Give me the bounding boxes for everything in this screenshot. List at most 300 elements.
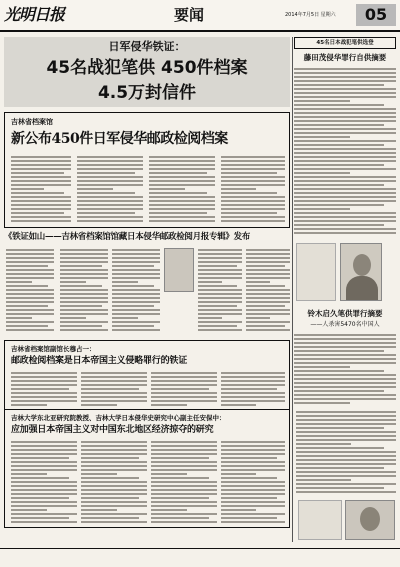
text-line bbox=[11, 517, 69, 519]
text-line bbox=[221, 501, 285, 503]
text-line bbox=[151, 376, 217, 378]
text-line bbox=[294, 156, 396, 158]
text-line bbox=[294, 148, 396, 150]
text-line bbox=[296, 491, 396, 493]
text-line bbox=[294, 84, 384, 86]
text-line bbox=[149, 168, 215, 170]
text-line bbox=[294, 176, 396, 178]
article-professor bbox=[4, 410, 290, 528]
article-body-col-2 bbox=[81, 440, 147, 524]
text-line bbox=[11, 497, 69, 499]
text-line bbox=[294, 140, 396, 142]
text-line bbox=[151, 465, 217, 467]
article-deputy-director bbox=[4, 340, 290, 410]
text-line bbox=[294, 88, 396, 90]
text-line bbox=[149, 164, 215, 166]
text-line bbox=[81, 521, 147, 523]
text-line bbox=[151, 509, 187, 511]
text-line bbox=[296, 419, 396, 421]
text-line bbox=[221, 449, 285, 451]
text-line bbox=[221, 441, 285, 443]
text-line bbox=[60, 277, 108, 279]
text-line bbox=[221, 184, 285, 186]
text-line bbox=[221, 204, 285, 206]
text-line bbox=[81, 509, 117, 511]
text-line bbox=[221, 212, 277, 214]
text-line bbox=[11, 216, 71, 218]
text-line bbox=[294, 402, 350, 404]
text-line bbox=[221, 481, 285, 483]
text-line bbox=[198, 293, 242, 295]
text-line bbox=[11, 388, 69, 390]
text-line bbox=[6, 285, 48, 287]
text-line bbox=[77, 196, 143, 198]
text-line bbox=[112, 253, 160, 255]
text-line bbox=[221, 208, 285, 210]
text-line bbox=[294, 136, 350, 138]
text-line bbox=[6, 273, 54, 275]
text-line bbox=[81, 501, 147, 503]
text-line bbox=[151, 477, 209, 479]
text-line bbox=[11, 505, 77, 507]
article-kicker: 吉林省档案馆副馆长穆占一： bbox=[11, 345, 96, 353]
text-line bbox=[294, 374, 396, 376]
text-line bbox=[81, 372, 147, 374]
text-line bbox=[198, 313, 242, 315]
text-line bbox=[246, 329, 290, 331]
text-line bbox=[151, 380, 217, 382]
text-line bbox=[81, 469, 147, 471]
text-line bbox=[296, 439, 396, 441]
text-line bbox=[294, 386, 396, 388]
article-headline: 新公布450件日军侵华邮政检阅档案 bbox=[11, 131, 228, 147]
text-line bbox=[81, 449, 147, 451]
text-line bbox=[221, 384, 285, 386]
text-line bbox=[6, 281, 32, 283]
text-line bbox=[11, 489, 77, 491]
text-line bbox=[294, 128, 396, 130]
text-line bbox=[149, 208, 215, 210]
text-line bbox=[198, 329, 242, 331]
text-line bbox=[149, 172, 207, 174]
text-line bbox=[221, 457, 277, 459]
text-line bbox=[81, 513, 147, 515]
text-line bbox=[77, 212, 135, 214]
text-line bbox=[60, 301, 108, 303]
confessions-sidebar bbox=[294, 37, 396, 407]
text-line bbox=[6, 313, 54, 315]
portrait-body bbox=[346, 276, 378, 300]
text-line bbox=[221, 380, 285, 382]
text-line bbox=[294, 358, 396, 360]
text-line bbox=[6, 253, 54, 255]
text-line bbox=[11, 180, 71, 182]
text-line bbox=[77, 172, 135, 174]
text-line bbox=[11, 184, 71, 186]
text-line bbox=[11, 208, 71, 210]
text-line bbox=[6, 301, 54, 303]
text-line bbox=[112, 309, 160, 311]
text-line bbox=[221, 445, 285, 447]
text-line bbox=[81, 380, 147, 382]
article-body-col-4 bbox=[221, 440, 285, 524]
portrait-photo bbox=[345, 500, 395, 540]
text-line bbox=[112, 265, 154, 267]
text-line bbox=[296, 463, 396, 465]
text-line bbox=[112, 269, 160, 271]
text-line bbox=[81, 505, 147, 507]
text-line bbox=[221, 485, 285, 487]
text-line bbox=[112, 297, 160, 299]
document-image bbox=[298, 500, 342, 540]
text-line bbox=[81, 497, 139, 499]
sidebar-title: 藤田茂侵华罪行自供摘要 bbox=[303, 53, 387, 62]
text-line bbox=[149, 184, 215, 186]
text-line bbox=[6, 321, 54, 323]
text-line bbox=[11, 513, 77, 515]
banner-headline-line2: 4.5万封信件 bbox=[97, 83, 197, 103]
issue-date: 2014年7月5日 星期六 bbox=[285, 12, 336, 18]
text-line bbox=[11, 372, 77, 374]
text-line bbox=[294, 104, 384, 106]
text-line bbox=[198, 277, 242, 279]
text-line bbox=[77, 168, 143, 170]
text-line bbox=[294, 120, 396, 122]
text-line bbox=[81, 400, 147, 402]
text-line bbox=[294, 398, 396, 400]
text-line bbox=[11, 200, 71, 202]
text-line bbox=[294, 216, 396, 218]
text-line bbox=[294, 212, 396, 214]
text-line bbox=[246, 325, 285, 327]
text-line bbox=[294, 144, 384, 146]
text-line bbox=[11, 465, 77, 467]
text-line bbox=[246, 321, 290, 323]
text-line bbox=[77, 184, 143, 186]
text-line bbox=[11, 457, 69, 459]
text-line bbox=[60, 265, 102, 267]
text-line bbox=[11, 481, 77, 483]
article-kicker: 吉林大学东北亚研究院教授、吉林大学日本侵华史研究中心副主任安保中： bbox=[11, 414, 226, 422]
text-line bbox=[6, 329, 54, 331]
text-line bbox=[294, 200, 396, 202]
text-line bbox=[221, 396, 285, 398]
text-line bbox=[149, 192, 207, 194]
release-body-col-4 bbox=[198, 248, 242, 334]
release-photo bbox=[164, 248, 194, 292]
text-line bbox=[11, 384, 77, 386]
text-line bbox=[151, 485, 217, 487]
text-line bbox=[151, 505, 217, 507]
text-line bbox=[149, 176, 215, 178]
text-line bbox=[60, 249, 108, 251]
text-line bbox=[294, 346, 396, 348]
text-line bbox=[77, 180, 143, 182]
text-line bbox=[11, 449, 77, 451]
text-line bbox=[246, 305, 285, 307]
text-line bbox=[112, 301, 160, 303]
document-image bbox=[296, 243, 336, 301]
text-line bbox=[221, 168, 285, 170]
text-line bbox=[11, 380, 77, 382]
text-line bbox=[246, 289, 290, 291]
text-line bbox=[11, 192, 64, 194]
text-line bbox=[60, 325, 102, 327]
text-line bbox=[221, 461, 285, 463]
text-line bbox=[11, 396, 77, 398]
text-line bbox=[294, 180, 396, 182]
text-line bbox=[221, 505, 285, 507]
text-line bbox=[11, 204, 71, 206]
text-line bbox=[246, 317, 270, 319]
text-line bbox=[6, 289, 54, 291]
text-line bbox=[221, 473, 256, 475]
text-line bbox=[221, 477, 277, 479]
article-postal-archives bbox=[4, 112, 290, 228]
text-line bbox=[6, 305, 48, 307]
text-line bbox=[151, 517, 209, 519]
article-body-col-4 bbox=[221, 371, 285, 407]
text-line bbox=[151, 392, 217, 394]
text-line bbox=[60, 297, 108, 299]
text-line bbox=[11, 196, 71, 198]
text-line bbox=[294, 164, 384, 166]
text-line bbox=[246, 301, 290, 303]
text-line bbox=[6, 293, 54, 295]
text-line bbox=[294, 92, 396, 94]
text-line bbox=[294, 192, 396, 194]
text-line bbox=[112, 289, 160, 291]
text-line bbox=[81, 404, 117, 406]
text-line bbox=[221, 200, 285, 202]
text-line bbox=[77, 156, 143, 158]
text-line bbox=[294, 362, 396, 364]
release-body-col-3 bbox=[112, 248, 160, 334]
text-line bbox=[11, 164, 71, 166]
text-line bbox=[151, 461, 217, 463]
text-line bbox=[151, 372, 217, 374]
release-headline: 《铁证如山——吉林省档案馆馆藏日本侵华邮政检阅月报专辑》发布 bbox=[4, 232, 251, 242]
text-line bbox=[246, 293, 290, 295]
text-line bbox=[221, 172, 277, 174]
article-body-col-2 bbox=[81, 371, 147, 407]
text-line bbox=[294, 96, 396, 98]
text-line bbox=[60, 281, 86, 283]
text-line bbox=[246, 253, 290, 255]
text-line bbox=[221, 489, 285, 491]
text-line bbox=[60, 305, 102, 307]
article-body-col-3 bbox=[149, 155, 215, 223]
text-line bbox=[77, 208, 143, 210]
page-footer bbox=[0, 548, 400, 567]
portrait-face bbox=[360, 507, 380, 531]
text-line bbox=[246, 281, 270, 283]
text-line bbox=[294, 334, 396, 336]
text-line bbox=[11, 160, 71, 162]
text-line bbox=[294, 124, 384, 126]
text-line bbox=[198, 297, 242, 299]
text-line bbox=[81, 384, 147, 386]
text-line bbox=[77, 220, 143, 222]
article-headline: 邮政检阅档案是日本帝国主义侵略罪行的铁证 bbox=[11, 356, 188, 366]
newspaper-logo: 光明日报 bbox=[4, 5, 65, 24]
text-line bbox=[81, 392, 147, 394]
text-line bbox=[221, 453, 285, 455]
text-line bbox=[221, 164, 285, 166]
article-body-col-1 bbox=[11, 440, 77, 524]
article-body-col-1 bbox=[11, 371, 77, 407]
text-line bbox=[221, 220, 285, 222]
text-line bbox=[294, 160, 396, 162]
text-line bbox=[296, 487, 384, 489]
text-line bbox=[198, 261, 242, 263]
text-line bbox=[60, 329, 108, 331]
text-line bbox=[221, 196, 285, 198]
text-line bbox=[246, 309, 290, 311]
text-line bbox=[151, 497, 209, 499]
text-line bbox=[11, 469, 77, 471]
text-line bbox=[151, 513, 217, 515]
text-line bbox=[221, 493, 285, 495]
sidebar-subhead: 铃木启久笔供罪行摘要 bbox=[307, 309, 383, 318]
banner-kicker: 日军侵华铁证： bbox=[108, 40, 186, 53]
article-body-col-3 bbox=[151, 440, 217, 524]
text-line bbox=[221, 216, 285, 218]
text-line bbox=[198, 325, 237, 327]
text-line bbox=[296, 451, 396, 453]
article-body-col-2 bbox=[77, 155, 143, 223]
text-line bbox=[6, 297, 54, 299]
text-line bbox=[60, 285, 102, 287]
text-line bbox=[81, 461, 147, 463]
text-line bbox=[6, 265, 48, 267]
text-line bbox=[151, 441, 217, 443]
text-line bbox=[112, 321, 160, 323]
text-line bbox=[81, 457, 139, 459]
text-line bbox=[221, 192, 277, 194]
text-line bbox=[294, 116, 396, 118]
text-line bbox=[246, 269, 290, 271]
text-line bbox=[294, 80, 396, 82]
text-line bbox=[151, 396, 217, 398]
text-line bbox=[151, 493, 217, 495]
sidebar-label: 45名日本战犯笔供选登 bbox=[294, 37, 396, 49]
text-line bbox=[6, 261, 54, 263]
text-line bbox=[294, 204, 384, 206]
sidebar-subhead-detail: ——人杀害5470名中国人 bbox=[310, 321, 380, 328]
text-line bbox=[60, 309, 108, 311]
text-line bbox=[112, 325, 154, 327]
text-line bbox=[81, 453, 147, 455]
article-body-col-1 bbox=[11, 155, 71, 223]
text-line bbox=[294, 224, 384, 226]
text-line bbox=[81, 445, 147, 447]
text-line bbox=[294, 228, 396, 230]
text-line bbox=[294, 220, 396, 222]
text-line bbox=[296, 455, 396, 457]
text-line bbox=[6, 277, 54, 279]
text-line bbox=[221, 465, 285, 467]
text-line bbox=[149, 180, 215, 182]
text-line bbox=[294, 366, 350, 368]
text-line bbox=[149, 204, 215, 206]
text-line bbox=[198, 273, 242, 275]
portrait-photo bbox=[340, 243, 382, 301]
text-line bbox=[198, 289, 242, 291]
text-line bbox=[151, 469, 217, 471]
text-line bbox=[60, 253, 108, 255]
text-line bbox=[6, 257, 54, 259]
text-line bbox=[6, 309, 54, 311]
text-line bbox=[198, 317, 222, 319]
section-title: 要闻 bbox=[174, 6, 205, 24]
release-body-col-1 bbox=[6, 248, 54, 334]
text-line bbox=[81, 396, 147, 398]
text-line bbox=[246, 261, 290, 263]
text-line bbox=[221, 469, 285, 471]
text-line bbox=[11, 473, 47, 475]
text-line bbox=[11, 404, 47, 406]
text-line bbox=[151, 400, 217, 402]
text-line bbox=[149, 160, 215, 162]
text-line bbox=[221, 180, 285, 182]
text-line bbox=[296, 435, 396, 437]
text-line bbox=[294, 232, 396, 234]
text-line bbox=[77, 188, 113, 190]
text-line bbox=[112, 285, 154, 287]
text-line bbox=[221, 404, 256, 406]
text-line bbox=[81, 465, 147, 467]
text-line bbox=[294, 184, 384, 186]
text-line bbox=[296, 459, 396, 461]
text-line bbox=[60, 257, 108, 259]
portrait-face bbox=[353, 254, 371, 276]
text-line bbox=[221, 376, 285, 378]
text-line bbox=[294, 390, 384, 392]
text-line bbox=[294, 112, 396, 114]
text-line bbox=[11, 441, 77, 443]
text-line bbox=[11, 376, 77, 378]
text-line bbox=[221, 517, 277, 519]
text-line bbox=[246, 249, 290, 251]
text-line bbox=[296, 475, 396, 477]
text-line bbox=[198, 265, 237, 267]
article-headline: 应加强日本帝国主义对中国东北地区经济掠夺的研究 bbox=[11, 425, 214, 435]
text-line bbox=[149, 212, 207, 214]
text-line bbox=[296, 483, 396, 485]
text-line bbox=[294, 378, 396, 380]
text-line bbox=[294, 68, 396, 70]
release-body-col-5 bbox=[246, 248, 290, 334]
text-line bbox=[112, 277, 160, 279]
text-line bbox=[198, 309, 242, 311]
text-line bbox=[77, 160, 143, 162]
text-line bbox=[294, 100, 350, 102]
text-line bbox=[11, 176, 71, 178]
text-line bbox=[198, 281, 222, 283]
text-line bbox=[221, 513, 285, 515]
text-line bbox=[294, 394, 396, 396]
text-line bbox=[294, 382, 396, 384]
text-line bbox=[77, 200, 143, 202]
article-body-col-4 bbox=[221, 155, 285, 223]
text-line bbox=[81, 477, 139, 479]
text-line bbox=[151, 388, 209, 390]
text-line bbox=[112, 261, 160, 263]
text-line bbox=[221, 521, 285, 523]
page-number: 05 bbox=[356, 4, 396, 26]
text-line bbox=[296, 423, 396, 425]
